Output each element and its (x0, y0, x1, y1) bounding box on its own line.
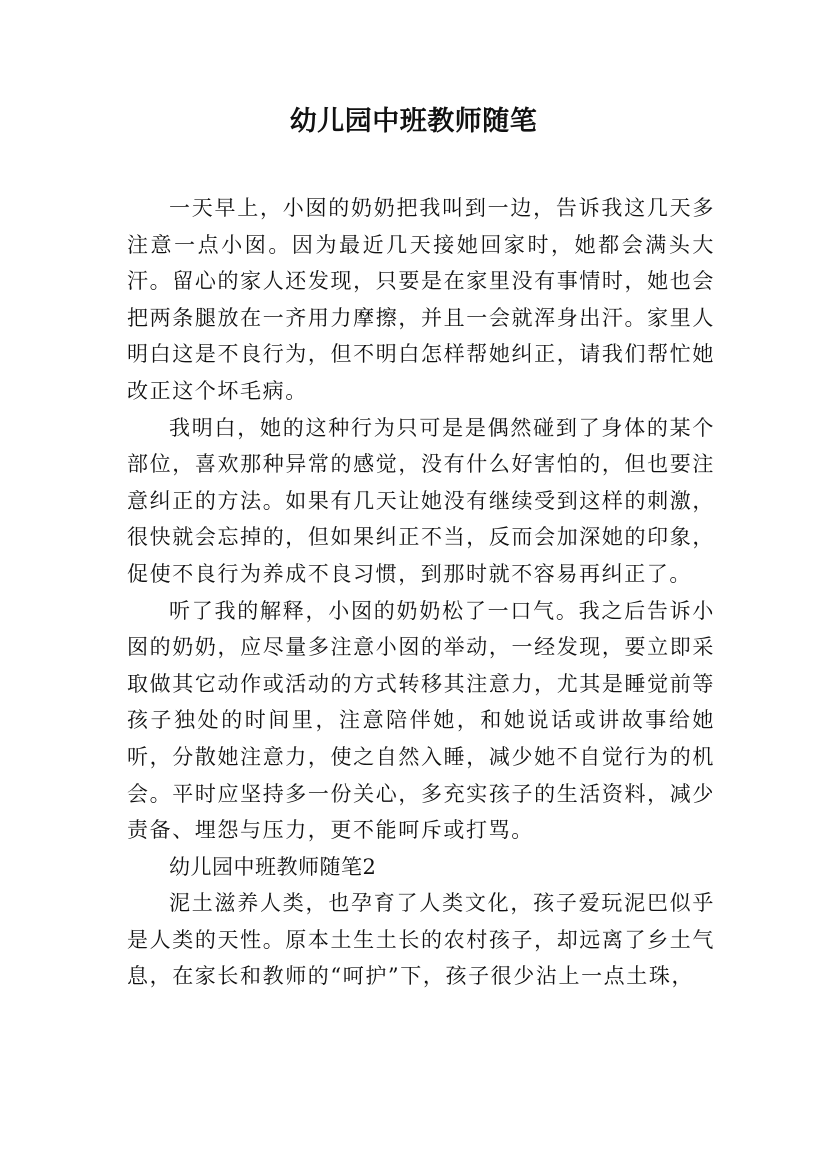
paragraph-2: 我明白，她的这种行为只可是是偶然碰到了身体的某个部位，喜欢那种异常的感觉，没有什么好害怕的，但也要注意纠正的方法。如果有几天让她没有继续受到这样的刺激，很快就会忘掉的，但如果纠正不当，反而会加深她的印象，促使不良行为养成不良习惯，到那时就不容易再纠正了。 (127, 415, 715, 586)
paragraph-1: 一天早上，小囡的奶奶把我叫到一边，告诉我这几天多注意一点小囡。因为最近几天接她回家时，她都会满头大汗。留心的家人还发现，只要是在家里没有事情时，她也会把两条腿放在一齐用力摩擦，并且一会就浑身出汗。家里人明白这是不良行为，但不明白怎样帮她纠正，请我们帮忙她改正这个坏毛病。 (127, 196, 715, 403)
paragraph-4: 泥土滋养人类，也孕育了人类文化，孩子爱玩泥巴似乎是人类的天性。原本土生土长的农村孩子，却远离了乡土气息，在家长和教师的“呵护”下，孩子很少沾上一点土珠， (127, 891, 715, 989)
document-body (127, 190, 715, 995)
section-subheading: 幼儿园中班教师随笔2 (169, 854, 377, 879)
paragraph-3: 听了我的解释，小囡的奶奶松了一口气。我之后告诉小囡的奶奶，应尽量多注意小囡的举动，一经发现，要立即采取做其它动作或活动的方式转移其注意力，尤其是睡觉前等孩子独处的时间里，注意陪伴她，和她说话或讲故事给她听，分散她注意力，使之自然入睡，减少她不自觉行为的机会。平时应坚持多一份关心，多充实孩子的生活资料，减少责备、埋怨与压力，更不能呵斥或打骂。 (127, 598, 715, 843)
document-title: 幼儿园中班教师随笔 (289, 106, 538, 137)
